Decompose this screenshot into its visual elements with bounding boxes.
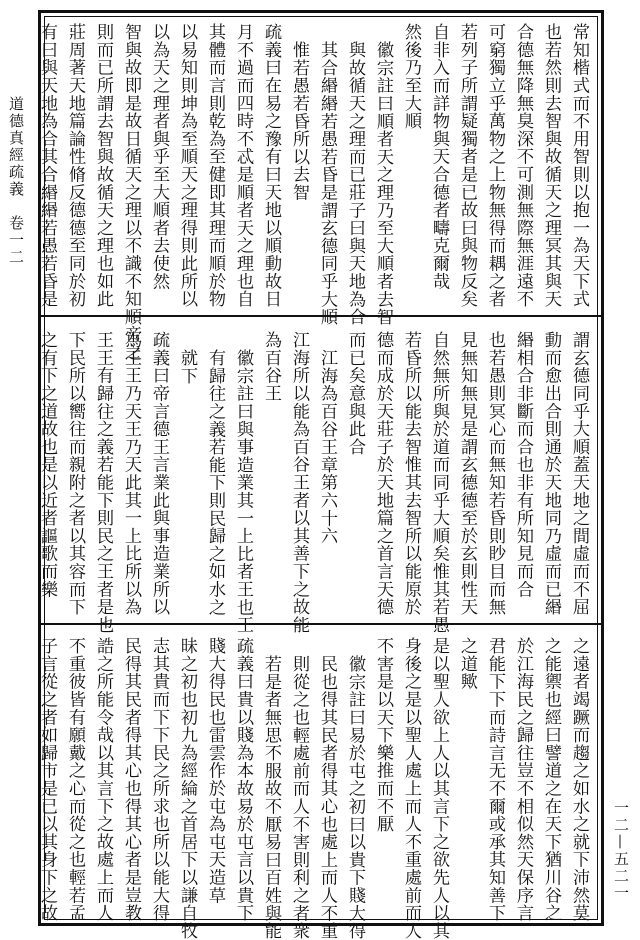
text-column: 就下: [177, 349, 197, 385]
text-column: 疏義曰貴以賤為本故易於屯言以貴下: [233, 637, 253, 922]
text-column: 以為天之理者與乎至大順者去使然: [149, 23, 169, 290]
text-column: 則從之也輕處前而人不害則利之者衆: [289, 655, 309, 940]
text-column: 之道歟: [457, 637, 477, 691]
text-column: 民也得其民者得其心也處上而人不重: [317, 655, 337, 940]
text-column: 合德無降無臭深不可測無際無涯遠不: [513, 23, 533, 308]
text-panel-top: [37, 23, 593, 362]
text-column: 德而成於天莊子於天地篇之首言天德: [373, 331, 393, 616]
text-column: 之遠者竭蹶而趨之如水之就下沛然莫: [569, 637, 589, 922]
text-column: 若列子所謂疑獨者是已故曰與物反矣: [457, 23, 477, 308]
text-column: 王王有歸往之義若能下則民之王者是也: [93, 331, 113, 634]
text-column: 謂玄德同乎大順蓋天地之間虛而不屈: [569, 331, 589, 616]
text-column: 誥之所能令哉以其言下之故處上而人: [93, 637, 113, 922]
text-column: 下民所以嚮往而親附之者以其容而下: [65, 331, 85, 616]
text-column: 疏義曰帝言德王言業此與事造業所以: [149, 331, 169, 616]
text-column: 緡相合非斷而合也非有所知見而合: [513, 331, 533, 598]
text-column: 自非入而詳物與天合德者疇克爾哉: [429, 23, 449, 290]
text-column: 有歸往之義若能下則民歸之如水之: [205, 349, 225, 616]
text-column: 常知楷式而不用智則以抱一為天下式: [569, 23, 589, 308]
text-column: 徽宗註曰順者天之理乃至大順者去智: [373, 41, 393, 326]
text-column: 與故循天之理而已莊子曰與天地為合: [345, 41, 365, 326]
text-panel-middle: [37, 331, 593, 634]
text-column: 也若然則去智與故循天之理冥其與天: [541, 23, 561, 308]
text-column: 徽宗註曰與事造業其一上比者王也王: [233, 349, 253, 634]
text-column: 昧之初也初九為經綸之首居下以謙自牧: [177, 637, 197, 940]
text-column: 賤大得民也雷雲作於屯為屯天造草: [205, 637, 225, 904]
text-column: 徽宗註曰易於屯之初曰以貴下賤大得: [345, 655, 365, 940]
text-column: 智與故即是故日循天之理以不識不知順帝之: [121, 23, 141, 362]
text-column: 是以聖人欲上人以其言下之欲先人以其: [429, 637, 449, 940]
text-column: 可窮獨立乎萬物之上物無得而耦之者: [485, 23, 505, 308]
text-column: 月不過而四時不忒是順者天之理也自: [233, 23, 253, 308]
text-column: 然後乃至大順: [401, 23, 421, 130]
text-column: 不害是以天下樂推而不厭: [373, 637, 393, 833]
text-column: 於江海民之歸往豈不相似然天保序言: [513, 637, 533, 922]
text-column: 則而已所謂去智與故循天之理也如此: [93, 23, 113, 308]
text-column: 民得其民者得其心也得其心者是豈教: [121, 637, 141, 922]
text-column: 不重彼皆有願戴之心而從之也輕若孟: [65, 637, 85, 922]
text-column: 莊周著天地篇論性脩反德德至同於初: [65, 23, 85, 308]
text-column: 自然無所與於道而同乎大順矣惟其若愚: [429, 331, 449, 634]
text-column: 疏義曰在易之豫有曰天地以順動故日: [261, 23, 281, 308]
page-number: 一二—五二一: [612, 800, 630, 902]
text-column: 之有下之道故也是以近者謳歌而樂: [37, 331, 57, 598]
text-column: 而已矣意與此合: [345, 331, 365, 456]
text-column: 動而愈出合則通於天地同乃虛而已緡: [541, 331, 561, 616]
text-column: 以易知則坤為至順天之理得則此所以: [177, 23, 197, 308]
text-column: 志其貴而下下民之所求也所以能大得: [149, 637, 169, 922]
margin-title: 道德真經疏義 卷一二: [7, 96, 25, 266]
text-column: 子言從之者如歸市是已以其身下之故: [37, 637, 57, 922]
text-column: 若昏所以能去智惟其去智所以能原於: [401, 331, 421, 616]
text-column: 其體而言則乾為至健即其理而順於物: [205, 23, 225, 308]
page-frame: [37, 10, 604, 940]
text-column: 也若愚則冥心而無知若昏則眇目而無: [485, 331, 505, 616]
text-panel-bottom: [37, 637, 593, 940]
text-column: 有曰與天地為合其合緡緡若愚若昏是: [37, 23, 57, 308]
text-column: 若是者無思不服故不厭易曰百姓與能: [261, 655, 281, 940]
text-column: 江海所以能為百谷王者以其善下之故能: [289, 331, 309, 634]
text-column: 其合緡緡若愚若昏是謂玄德同乎大順: [317, 41, 337, 326]
text-column: 君能下下而詩言无不爾或承其知善下: [485, 637, 505, 922]
chapter-heading: 江海為百谷王章第六十六: [317, 349, 337, 545]
text-column: 身後之是以聖人處上而人不重處前而人: [401, 637, 421, 940]
section-divider: [41, 623, 601, 625]
text-column: 見無知無見是謂玄德德至於玄則性天: [457, 331, 477, 616]
text-column: 惟若愚若昏所以去智: [289, 41, 309, 202]
text-column: 為百谷王: [261, 331, 281, 403]
text-column: 為王王乃天王乃天此其一上比所以為: [121, 331, 141, 616]
text-column: 之能禦也經曰譬道之在天下猶川谷之: [541, 637, 561, 922]
